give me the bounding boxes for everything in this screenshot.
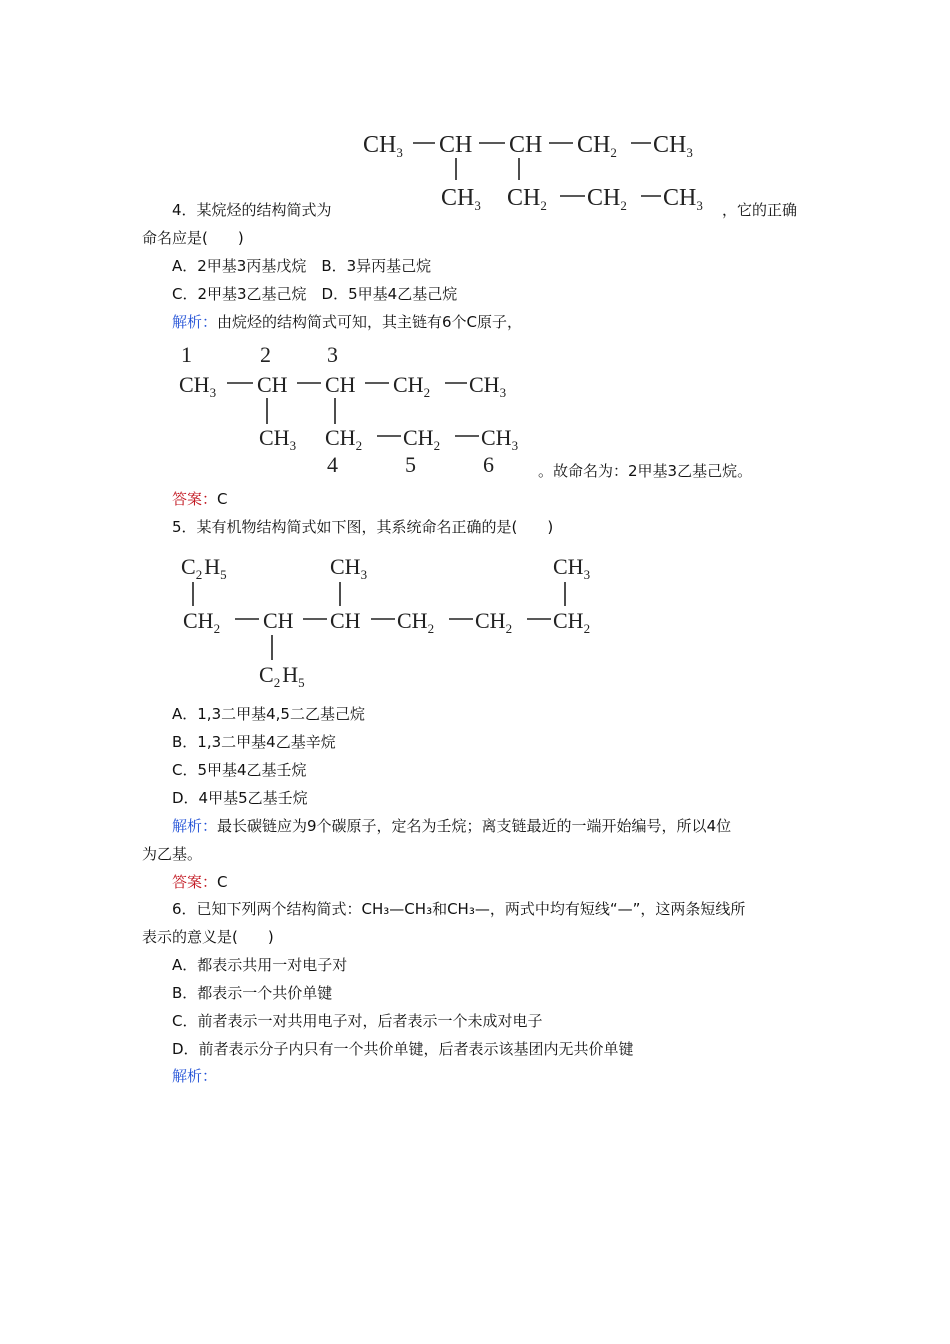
q5-answer	[172, 872, 228, 892]
q4-analysis-label: 解析：	[172, 313, 218, 331]
q4-n-ch-b: CH	[325, 372, 356, 397]
q4-num-4: 4	[327, 452, 338, 477]
q5-option-c: C．5甲基4乙基壬烷	[172, 761, 307, 779]
q6-option-b: B．都表示一个共价单键	[172, 984, 333, 1002]
q4-s-ch-a: CH	[439, 132, 473, 158]
q4-options-cd: C．2甲基3乙基己烷 D．5甲基4乙基己烷	[172, 285, 458, 303]
q4-stem-line2: 命名应是( )	[142, 229, 244, 247]
q5-s-ch-a: CH	[263, 608, 294, 633]
q5-structure-formula	[175, 548, 615, 698]
q5-s-ch3-mid: $CH_3$	[330, 554, 368, 582]
q4-answer-label: 答案：	[172, 490, 218, 508]
q5-s-ch3-right: $CH_3$	[553, 554, 591, 582]
q5-s-ch-b: CH	[330, 608, 361, 633]
q4-s-ch3-1: $CH_3$	[363, 132, 403, 160]
q5-s-ch2-3: $CH_2$	[475, 608, 513, 636]
q5-option-a: A．1,3二甲基4,5二乙基己烷	[172, 705, 365, 723]
q4-n-ch2-b1: $CH_2$	[325, 425, 363, 453]
q4-s-ch3-branch: $CH_3$	[441, 185, 481, 210]
q5-s-ch2-2: $CH_2$	[397, 608, 435, 636]
q4-n-ch3-2: $CH_3$	[469, 372, 507, 400]
q4-analysis-text: 由烷烃的结构简式可知，其主链有6个C原子，	[217, 313, 523, 331]
q5-analysis	[172, 816, 731, 836]
q4-s-ch-b: CH	[509, 132, 543, 158]
q4-analysis-after: 。故命名为：2甲基3乙基己烷。	[538, 462, 753, 480]
q4-answer-value: C	[217, 490, 228, 508]
q4-n-ch3-b3: $CH_3$	[481, 425, 519, 453]
q6-option-c: C．前者表示一对共用电子对，后者表示一个未成对电子	[172, 1012, 543, 1030]
q6-option-d: D．前者表示分子内只有一个共价单键，后者表示该基团内无共价单键	[172, 1040, 634, 1058]
q6-stem-line2: 表示的意义是( )	[142, 928, 274, 946]
q5-option-b: B．1,3二甲基4乙基辛烷	[172, 733, 336, 751]
q4-num-3: 3	[327, 342, 338, 367]
q4-n-ch2-b2: $CH_2$	[403, 425, 441, 453]
q5-analysis-label: 解析：	[172, 817, 218, 835]
q6-stem-line1: 6．已知下列两个结构简式：CH₃—CH₃和CH₃—，两式中均有短线“—”，这两条短线所	[172, 900, 746, 918]
q5-s-ch2-1: $CH_2$	[183, 608, 221, 636]
q5-answer-label: 答案：	[172, 873, 218, 891]
q4-stem-before: 4．某烷烃的结构简式为	[172, 201, 332, 219]
q6-option-a: A．都表示共用一对电子对	[172, 956, 348, 974]
q4-answer	[172, 489, 228, 509]
q4-n-ch2: $CH_2$	[393, 372, 431, 400]
q4-analysis	[172, 312, 522, 332]
q4-structure-formula	[355, 125, 715, 210]
q6-analysis-label: 解析：	[172, 1067, 218, 1085]
q5-s-c2h5-bottom: $C_2H_5$	[259, 662, 305, 690]
q5-analysis-line2: 为乙基。	[142, 845, 203, 863]
q4-s-ch2: $CH_2$	[577, 132, 617, 160]
q5-analysis-line1: 最长碳链应为9个碳原子，定名为壬烷；离支链最近的一端开始编号，所以4位	[217, 817, 732, 835]
q4-n-ch-a: CH	[257, 372, 288, 397]
q4-num-2: 2	[260, 342, 271, 367]
q4-n-ch3-1: $CH_3$	[179, 372, 217, 400]
q4-s-ch3-b3: $CH_3$	[663, 185, 703, 210]
q4-stem-after: ，它的正确	[722, 201, 798, 219]
q4-num-5: 5	[405, 452, 416, 477]
q5-option-d: D．4甲基5乙基壬烷	[172, 789, 308, 807]
q4-s-ch3-2: $CH_3$	[653, 132, 693, 160]
q4-n-ch3-branch: $CH_3$	[259, 425, 297, 453]
q4-num-1: 1	[181, 342, 192, 367]
q4-numbered-structure	[175, 342, 535, 477]
q5-answer-value: C	[217, 873, 228, 891]
q4-s-ch2-b1: $CH_2$	[507, 185, 547, 210]
q5-stem: 5．某有机物结构简式如下图，其系统命名正确的是( )	[172, 518, 554, 536]
q5-s-ch2-4: $CH_2$	[553, 608, 591, 636]
q4-options-ab: A．2甲基3丙基戊烷 B．3异丙基己烷	[172, 257, 432, 275]
q5-s-c2h5-top: $C_2H_5$	[181, 554, 227, 582]
q4-num-6: 6	[483, 452, 494, 477]
q4-s-ch2-b2: $CH_2$	[587, 185, 627, 210]
